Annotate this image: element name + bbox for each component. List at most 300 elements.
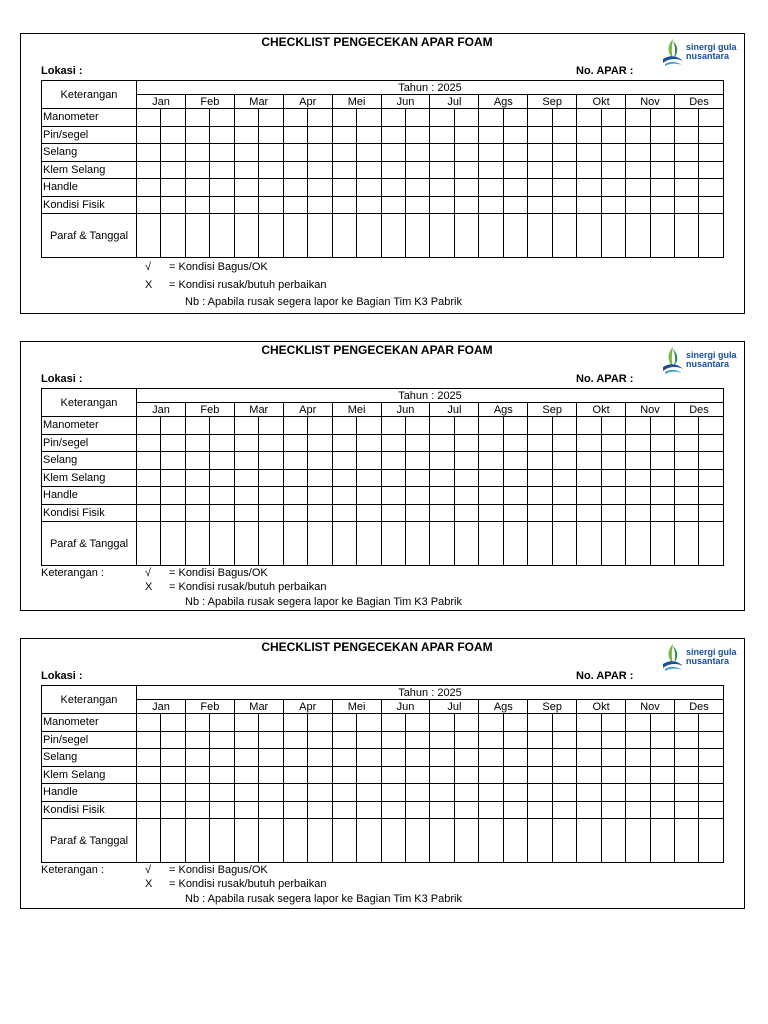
check-cell[interactable]: [503, 731, 527, 749]
check-cell[interactable]: [454, 144, 478, 162]
check-cell[interactable]: [454, 126, 478, 144]
check-cell[interactable]: [161, 749, 185, 767]
check-cell[interactable]: [503, 161, 527, 179]
check-cell[interactable]: [650, 452, 674, 470]
check-cell[interactable]: [430, 801, 454, 819]
check-cell[interactable]: [626, 179, 650, 197]
check-cell[interactable]: [283, 144, 307, 162]
paraf-cell[interactable]: [332, 522, 356, 566]
check-cell[interactable]: [479, 801, 503, 819]
check-cell[interactable]: [430, 749, 454, 767]
check-cell[interactable]: [332, 161, 356, 179]
check-cell[interactable]: [528, 749, 552, 767]
check-cell[interactable]: [552, 731, 576, 749]
check-cell[interactable]: [405, 126, 429, 144]
check-cell[interactable]: [210, 801, 234, 819]
check-cell[interactable]: [674, 126, 698, 144]
check-cell[interactable]: [699, 504, 724, 522]
check-cell[interactable]: [674, 179, 698, 197]
check-cell[interactable]: [552, 714, 576, 732]
paraf-cell[interactable]: [454, 522, 478, 566]
check-cell[interactable]: [234, 434, 258, 452]
check-cell[interactable]: [185, 469, 209, 487]
check-cell[interactable]: [357, 417, 381, 435]
check-cell[interactable]: [503, 714, 527, 732]
check-cell[interactable]: [405, 179, 429, 197]
check-cell[interactable]: [674, 714, 698, 732]
check-cell[interactable]: [601, 434, 625, 452]
check-cell[interactable]: [161, 434, 185, 452]
check-cell[interactable]: [283, 784, 307, 802]
check-cell[interactable]: [283, 714, 307, 732]
check-cell[interactable]: [161, 109, 185, 127]
check-cell[interactable]: [332, 126, 356, 144]
check-cell[interactable]: [332, 487, 356, 505]
check-cell[interactable]: [185, 766, 209, 784]
paraf-cell[interactable]: [650, 522, 674, 566]
check-cell[interactable]: [332, 784, 356, 802]
paraf-cell[interactable]: [381, 819, 405, 863]
check-cell[interactable]: [674, 109, 698, 127]
paraf-cell[interactable]: [405, 522, 429, 566]
check-cell[interactable]: [430, 469, 454, 487]
check-cell[interactable]: [357, 731, 381, 749]
check-cell[interactable]: [528, 801, 552, 819]
check-cell[interactable]: [308, 487, 332, 505]
check-cell[interactable]: [357, 487, 381, 505]
check-cell[interactable]: [161, 504, 185, 522]
paraf-cell[interactable]: [626, 214, 650, 258]
check-cell[interactable]: [674, 452, 698, 470]
check-cell[interactable]: [650, 749, 674, 767]
check-cell[interactable]: [283, 161, 307, 179]
check-cell[interactable]: [381, 126, 405, 144]
paraf-cell[interactable]: [161, 522, 185, 566]
check-cell[interactable]: [308, 434, 332, 452]
check-cell[interactable]: [137, 801, 161, 819]
check-cell[interactable]: [234, 766, 258, 784]
check-cell[interactable]: [308, 731, 332, 749]
check-cell[interactable]: [699, 487, 724, 505]
check-cell[interactable]: [626, 161, 650, 179]
check-cell[interactable]: [185, 161, 209, 179]
check-cell[interactable]: [430, 784, 454, 802]
check-cell[interactable]: [161, 161, 185, 179]
check-cell[interactable]: [626, 784, 650, 802]
check-cell[interactable]: [626, 801, 650, 819]
check-cell[interactable]: [161, 766, 185, 784]
check-cell[interactable]: [137, 452, 161, 470]
check-cell[interactable]: [308, 749, 332, 767]
check-cell[interactable]: [259, 196, 283, 214]
check-cell[interactable]: [308, 196, 332, 214]
check-cell[interactable]: [479, 179, 503, 197]
check-cell[interactable]: [552, 469, 576, 487]
check-cell[interactable]: [259, 714, 283, 732]
check-cell[interactable]: [283, 434, 307, 452]
check-cell[interactable]: [357, 452, 381, 470]
paraf-cell[interactable]: [185, 819, 209, 863]
check-cell[interactable]: [430, 161, 454, 179]
check-cell[interactable]: [405, 487, 429, 505]
check-cell[interactable]: [601, 469, 625, 487]
check-cell[interactable]: [503, 504, 527, 522]
check-cell[interactable]: [259, 766, 283, 784]
check-cell[interactable]: [210, 504, 234, 522]
check-cell[interactable]: [259, 749, 283, 767]
check-cell[interactable]: [234, 714, 258, 732]
check-cell[interactable]: [161, 714, 185, 732]
paraf-cell[interactable]: [381, 214, 405, 258]
check-cell[interactable]: [479, 452, 503, 470]
check-cell[interactable]: [332, 469, 356, 487]
check-cell[interactable]: [674, 766, 698, 784]
check-cell[interactable]: [503, 487, 527, 505]
check-cell[interactable]: [210, 731, 234, 749]
paraf-cell[interactable]: [479, 819, 503, 863]
check-cell[interactable]: [699, 714, 724, 732]
check-cell[interactable]: [405, 504, 429, 522]
check-cell[interactable]: [357, 179, 381, 197]
check-cell[interactable]: [259, 161, 283, 179]
check-cell[interactable]: [357, 469, 381, 487]
check-cell[interactable]: [210, 487, 234, 505]
check-cell[interactable]: [283, 731, 307, 749]
check-cell[interactable]: [601, 179, 625, 197]
check-cell[interactable]: [650, 196, 674, 214]
paraf-cell[interactable]: [503, 214, 527, 258]
check-cell[interactable]: [626, 126, 650, 144]
paraf-cell[interactable]: [577, 214, 601, 258]
check-cell[interactable]: [674, 417, 698, 435]
check-cell[interactable]: [357, 161, 381, 179]
check-cell[interactable]: [699, 109, 724, 127]
check-cell[interactable]: [137, 196, 161, 214]
check-cell[interactable]: [357, 196, 381, 214]
check-cell[interactable]: [699, 452, 724, 470]
paraf-cell[interactable]: [405, 819, 429, 863]
check-cell[interactable]: [405, 714, 429, 732]
check-cell[interactable]: [161, 731, 185, 749]
paraf-cell[interactable]: [552, 522, 576, 566]
check-cell[interactable]: [283, 109, 307, 127]
check-cell[interactable]: [259, 731, 283, 749]
check-cell[interactable]: [503, 469, 527, 487]
check-cell[interactable]: [137, 749, 161, 767]
check-cell[interactable]: [577, 766, 601, 784]
check-cell[interactable]: [381, 144, 405, 162]
check-cell[interactable]: [308, 766, 332, 784]
check-cell[interactable]: [210, 714, 234, 732]
check-cell[interactable]: [357, 784, 381, 802]
paraf-cell[interactable]: [210, 214, 234, 258]
check-cell[interactable]: [405, 749, 429, 767]
check-cell[interactable]: [528, 766, 552, 784]
check-cell[interactable]: [357, 434, 381, 452]
check-cell[interactable]: [552, 766, 576, 784]
check-cell[interactable]: [528, 452, 552, 470]
check-cell[interactable]: [210, 749, 234, 767]
check-cell[interactable]: [308, 109, 332, 127]
check-cell[interactable]: [626, 766, 650, 784]
check-cell[interactable]: [405, 109, 429, 127]
check-cell[interactable]: [137, 784, 161, 802]
check-cell[interactable]: [650, 469, 674, 487]
check-cell[interactable]: [699, 126, 724, 144]
check-cell[interactable]: [601, 487, 625, 505]
check-cell[interactable]: [381, 487, 405, 505]
paraf-cell[interactable]: [357, 819, 381, 863]
check-cell[interactable]: [552, 487, 576, 505]
check-cell[interactable]: [234, 731, 258, 749]
paraf-cell[interactable]: [601, 819, 625, 863]
check-cell[interactable]: [552, 749, 576, 767]
check-cell[interactable]: [479, 731, 503, 749]
check-cell[interactable]: [650, 766, 674, 784]
paraf-cell[interactable]: [503, 819, 527, 863]
check-cell[interactable]: [577, 434, 601, 452]
check-cell[interactable]: [430, 179, 454, 197]
check-cell[interactable]: [405, 161, 429, 179]
paraf-cell[interactable]: [503, 522, 527, 566]
check-cell[interactable]: [283, 417, 307, 435]
check-cell[interactable]: [699, 801, 724, 819]
check-cell[interactable]: [601, 784, 625, 802]
check-cell[interactable]: [601, 714, 625, 732]
paraf-cell[interactable]: [528, 819, 552, 863]
check-cell[interactable]: [674, 434, 698, 452]
check-cell[interactable]: [161, 784, 185, 802]
check-cell[interactable]: [405, 469, 429, 487]
check-cell[interactable]: [161, 144, 185, 162]
check-cell[interactable]: [479, 766, 503, 784]
check-cell[interactable]: [234, 144, 258, 162]
check-cell[interactable]: [381, 801, 405, 819]
paraf-cell[interactable]: [674, 522, 698, 566]
check-cell[interactable]: [528, 469, 552, 487]
check-cell[interactable]: [479, 144, 503, 162]
paraf-cell[interactable]: [674, 214, 698, 258]
paraf-cell[interactable]: [430, 819, 454, 863]
paraf-cell[interactable]: [699, 522, 724, 566]
check-cell[interactable]: [528, 434, 552, 452]
check-cell[interactable]: [601, 731, 625, 749]
paraf-cell[interactable]: [479, 522, 503, 566]
check-cell[interactable]: [528, 161, 552, 179]
check-cell[interactable]: [626, 452, 650, 470]
check-cell[interactable]: [650, 801, 674, 819]
check-cell[interactable]: [674, 144, 698, 162]
check-cell[interactable]: [234, 469, 258, 487]
paraf-cell[interactable]: [259, 214, 283, 258]
paraf-cell[interactable]: [430, 214, 454, 258]
paraf-cell[interactable]: [308, 819, 332, 863]
check-cell[interactable]: [332, 144, 356, 162]
check-cell[interactable]: [283, 766, 307, 784]
check-cell[interactable]: [185, 196, 209, 214]
check-cell[interactable]: [479, 434, 503, 452]
paraf-cell[interactable]: [430, 522, 454, 566]
check-cell[interactable]: [332, 109, 356, 127]
check-cell[interactable]: [405, 144, 429, 162]
check-cell[interactable]: [650, 161, 674, 179]
check-cell[interactable]: [381, 196, 405, 214]
check-cell[interactable]: [626, 144, 650, 162]
paraf-cell[interactable]: [699, 214, 724, 258]
check-cell[interactable]: [185, 434, 209, 452]
check-cell[interactable]: [577, 714, 601, 732]
check-cell[interactable]: [430, 126, 454, 144]
check-cell[interactable]: [210, 144, 234, 162]
check-cell[interactable]: [577, 469, 601, 487]
check-cell[interactable]: [552, 161, 576, 179]
check-cell[interactable]: [503, 109, 527, 127]
paraf-cell[interactable]: [234, 819, 258, 863]
check-cell[interactable]: [577, 144, 601, 162]
check-cell[interactable]: [381, 109, 405, 127]
paraf-cell[interactable]: [381, 522, 405, 566]
check-cell[interactable]: [259, 434, 283, 452]
paraf-cell[interactable]: [577, 522, 601, 566]
paraf-cell[interactable]: [357, 214, 381, 258]
check-cell[interactable]: [283, 749, 307, 767]
check-cell[interactable]: [430, 144, 454, 162]
check-cell[interactable]: [552, 196, 576, 214]
check-cell[interactable]: [234, 452, 258, 470]
check-cell[interactable]: [381, 749, 405, 767]
check-cell[interactable]: [381, 452, 405, 470]
check-cell[interactable]: [650, 731, 674, 749]
check-cell[interactable]: [332, 766, 356, 784]
check-cell[interactable]: [259, 179, 283, 197]
check-cell[interactable]: [577, 731, 601, 749]
check-cell[interactable]: [137, 469, 161, 487]
paraf-cell[interactable]: [626, 522, 650, 566]
check-cell[interactable]: [381, 731, 405, 749]
check-cell[interactable]: [601, 749, 625, 767]
check-cell[interactable]: [528, 144, 552, 162]
check-cell[interactable]: [308, 784, 332, 802]
check-cell[interactable]: [405, 766, 429, 784]
check-cell[interactable]: [332, 801, 356, 819]
check-cell[interactable]: [601, 109, 625, 127]
check-cell[interactable]: [185, 784, 209, 802]
check-cell[interactable]: [357, 126, 381, 144]
check-cell[interactable]: [454, 196, 478, 214]
check-cell[interactable]: [234, 749, 258, 767]
check-cell[interactable]: [650, 144, 674, 162]
check-cell[interactable]: [674, 749, 698, 767]
check-cell[interactable]: [528, 417, 552, 435]
check-cell[interactable]: [161, 469, 185, 487]
check-cell[interactable]: [210, 109, 234, 127]
paraf-cell[interactable]: [626, 819, 650, 863]
check-cell[interactable]: [528, 731, 552, 749]
check-cell[interactable]: [357, 504, 381, 522]
check-cell[interactable]: [234, 161, 258, 179]
check-cell[interactable]: [234, 109, 258, 127]
check-cell[interactable]: [503, 801, 527, 819]
check-cell[interactable]: [137, 417, 161, 435]
check-cell[interactable]: [577, 179, 601, 197]
paraf-cell[interactable]: [332, 819, 356, 863]
check-cell[interactable]: [234, 504, 258, 522]
check-cell[interactable]: [185, 452, 209, 470]
check-cell[interactable]: [479, 109, 503, 127]
check-cell[interactable]: [259, 109, 283, 127]
check-cell[interactable]: [210, 766, 234, 784]
check-cell[interactable]: [430, 766, 454, 784]
paraf-cell[interactable]: [650, 214, 674, 258]
check-cell[interactable]: [210, 417, 234, 435]
check-cell[interactable]: [479, 784, 503, 802]
check-cell[interactable]: [552, 801, 576, 819]
check-cell[interactable]: [626, 196, 650, 214]
check-cell[interactable]: [699, 179, 724, 197]
check-cell[interactable]: [577, 801, 601, 819]
paraf-cell[interactable]: [332, 214, 356, 258]
check-cell[interactable]: [259, 144, 283, 162]
paraf-cell[interactable]: [259, 522, 283, 566]
check-cell[interactable]: [332, 196, 356, 214]
check-cell[interactable]: [430, 417, 454, 435]
check-cell[interactable]: [479, 504, 503, 522]
check-cell[interactable]: [259, 126, 283, 144]
check-cell[interactable]: [650, 417, 674, 435]
check-cell[interactable]: [381, 161, 405, 179]
paraf-cell[interactable]: [210, 819, 234, 863]
paraf-cell[interactable]: [479, 214, 503, 258]
check-cell[interactable]: [283, 469, 307, 487]
check-cell[interactable]: [381, 766, 405, 784]
check-cell[interactable]: [454, 469, 478, 487]
check-cell[interactable]: [552, 109, 576, 127]
check-cell[interactable]: [674, 784, 698, 802]
check-cell[interactable]: [626, 469, 650, 487]
check-cell[interactable]: [283, 452, 307, 470]
check-cell[interactable]: [479, 749, 503, 767]
paraf-cell[interactable]: [283, 522, 307, 566]
check-cell[interactable]: [137, 126, 161, 144]
paraf-cell[interactable]: [528, 214, 552, 258]
paraf-cell[interactable]: [601, 522, 625, 566]
check-cell[interactable]: [283, 487, 307, 505]
check-cell[interactable]: [577, 161, 601, 179]
check-cell[interactable]: [185, 109, 209, 127]
check-cell[interactable]: [185, 749, 209, 767]
check-cell[interactable]: [357, 749, 381, 767]
check-cell[interactable]: [308, 469, 332, 487]
check-cell[interactable]: [161, 487, 185, 505]
paraf-cell[interactable]: [137, 819, 161, 863]
check-cell[interactable]: [528, 109, 552, 127]
check-cell[interactable]: [479, 714, 503, 732]
check-cell[interactable]: [259, 784, 283, 802]
check-cell[interactable]: [137, 161, 161, 179]
check-cell[interactable]: [503, 434, 527, 452]
check-cell[interactable]: [259, 469, 283, 487]
paraf-cell[interactable]: [185, 214, 209, 258]
check-cell[interactable]: [405, 196, 429, 214]
check-cell[interactable]: [454, 487, 478, 505]
check-cell[interactable]: [259, 504, 283, 522]
check-cell[interactable]: [528, 126, 552, 144]
check-cell[interactable]: [626, 417, 650, 435]
check-cell[interactable]: [454, 417, 478, 435]
check-cell[interactable]: [234, 196, 258, 214]
check-cell[interactable]: [405, 434, 429, 452]
check-cell[interactable]: [699, 749, 724, 767]
